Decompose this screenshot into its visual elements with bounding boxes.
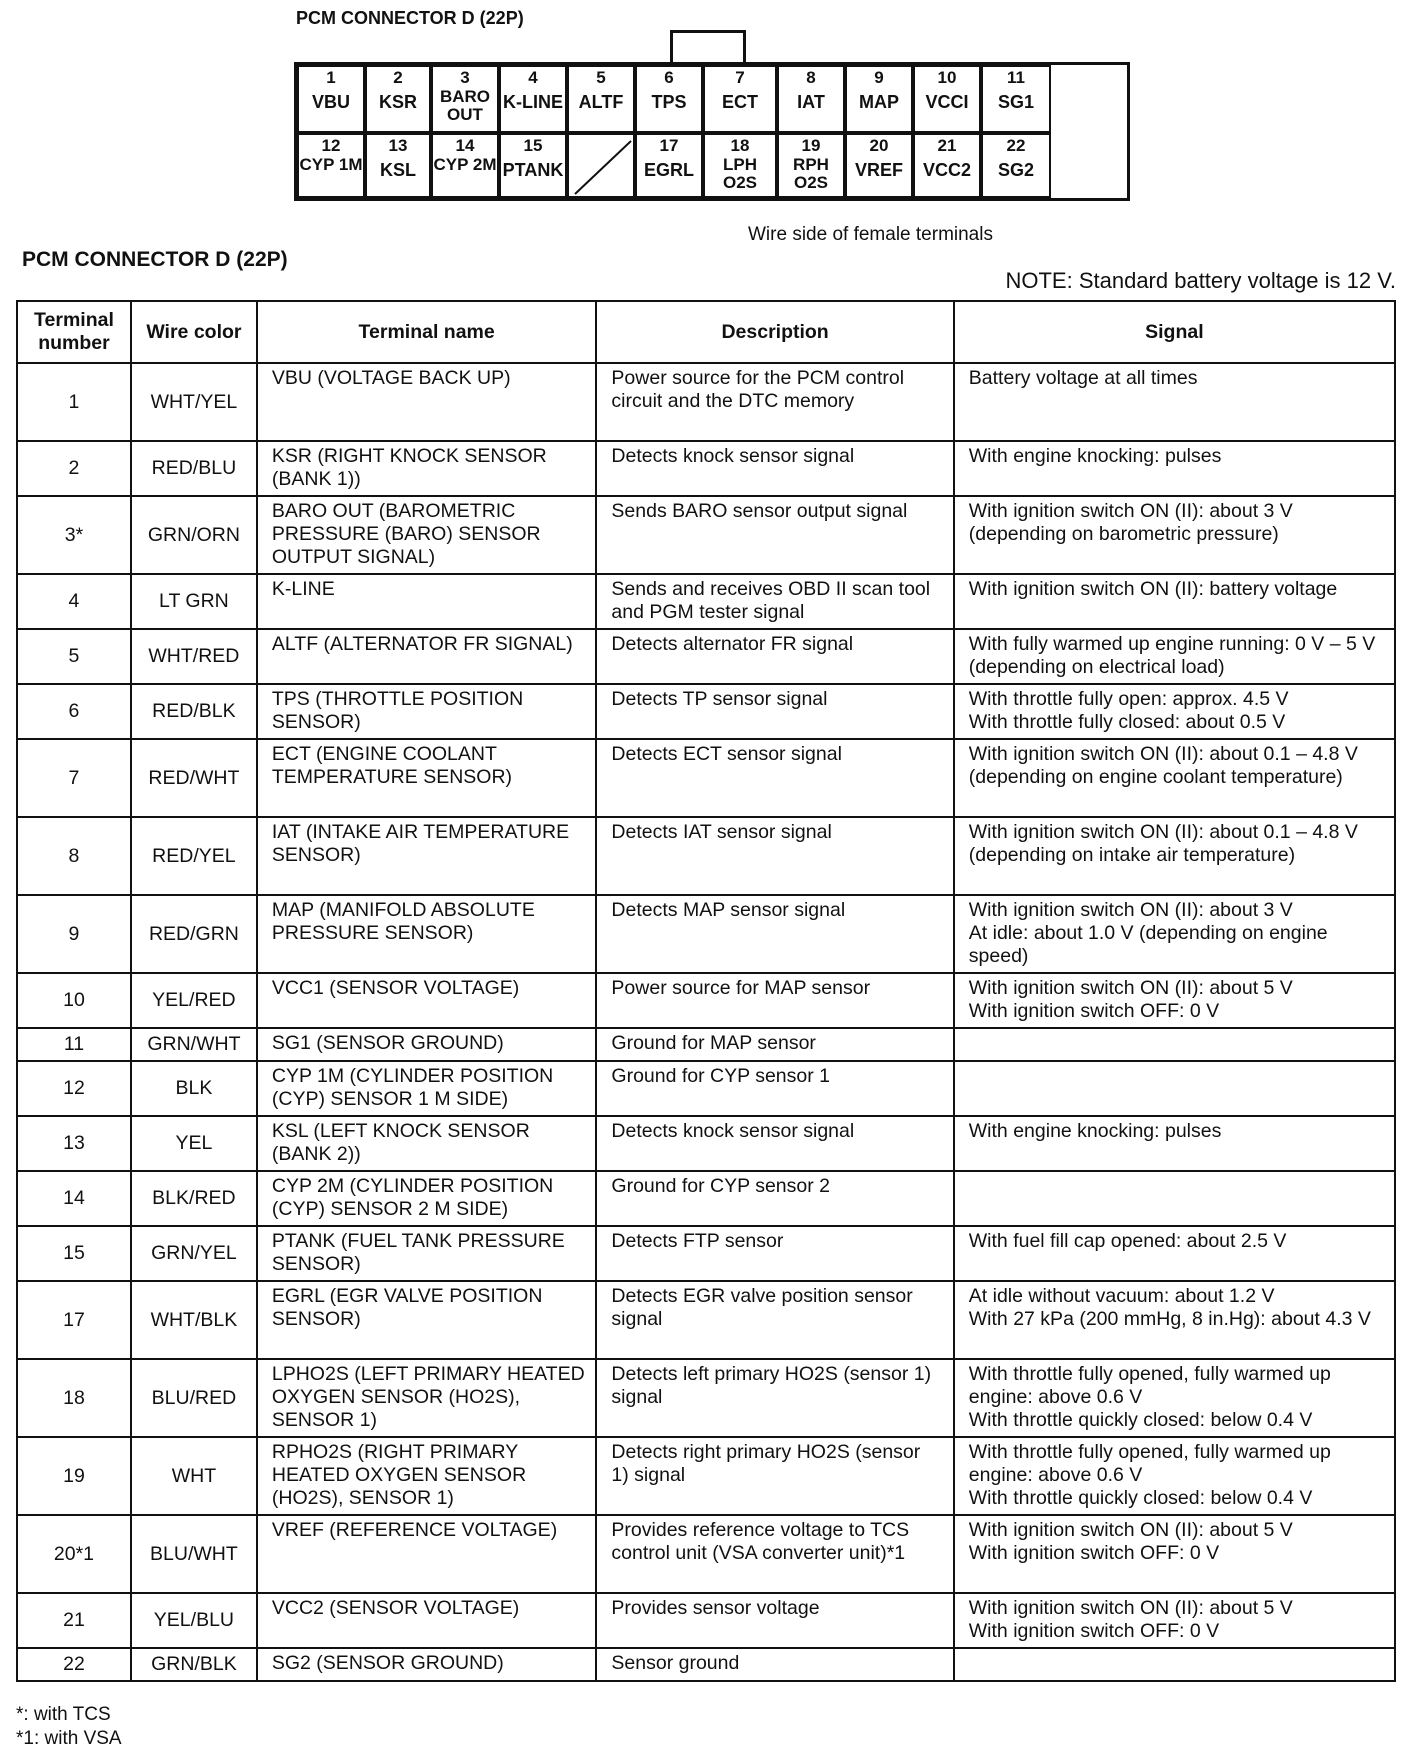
cell-terminal-number: 4 bbox=[17, 574, 131, 629]
pin-label: KSL bbox=[380, 159, 416, 180]
cell-signal: With ignition switch ON (II): battery voltage bbox=[954, 574, 1395, 629]
cell-description: Detects MAP sensor signal bbox=[596, 895, 953, 973]
cell-description: Detects FTP sensor bbox=[596, 1226, 953, 1281]
connector-pin-19 bbox=[777, 133, 845, 198]
cell-description: Detects right primary HO2S (sensor 1) signal bbox=[596, 1437, 953, 1515]
cell-signal bbox=[954, 1648, 1395, 1681]
cell-wire-color: WHT/BLK bbox=[131, 1281, 257, 1359]
connector-pin-18 bbox=[703, 133, 777, 198]
cell-wire-color: GRN/YEL bbox=[131, 1226, 257, 1281]
header-signal: Signal bbox=[954, 301, 1395, 363]
cell-terminal-number: 2 bbox=[17, 441, 131, 496]
table-row bbox=[17, 574, 1395, 629]
cell-description: Detects IAT sensor signal bbox=[596, 817, 953, 895]
pin-number: 12 bbox=[321, 136, 341, 155]
pin-label: EGRL bbox=[643, 159, 694, 180]
cell-terminal-name: VBU (VOLTAGE BACK UP) bbox=[257, 363, 597, 441]
pin-label: RPH O2S bbox=[793, 154, 829, 192]
table-header-row bbox=[17, 301, 1395, 363]
cell-signal bbox=[954, 1028, 1395, 1061]
pin-label: IAT bbox=[797, 91, 825, 112]
connector-pin-13 bbox=[365, 133, 431, 198]
cell-signal: At idle without vacuum: about 1.2 V With 27 kPa (200 mmHg, 8 in.Hg): about 4.3 V bbox=[954, 1281, 1395, 1359]
pin-number: 7 bbox=[735, 68, 745, 87]
pin-number: 19 bbox=[801, 136, 821, 155]
connector-pin-10 bbox=[913, 65, 981, 133]
cell-description: Detects alternator FR signal bbox=[596, 629, 953, 684]
cell-terminal-name: K-LINE bbox=[257, 574, 597, 629]
table-row bbox=[17, 363, 1395, 441]
connector-pin-4 bbox=[499, 65, 567, 133]
cell-description: Sensor ground bbox=[596, 1648, 953, 1681]
cell-description: Detects TP sensor signal bbox=[596, 684, 953, 739]
cell-terminal-name: BARO OUT (BAROMETRIC PRESSURE (BARO) SENSOR OUTPUT SIGNAL) bbox=[257, 496, 597, 574]
connector-pin-8 bbox=[777, 65, 845, 133]
table-row bbox=[17, 1226, 1395, 1281]
cell-description: Detects knock sensor signal bbox=[596, 441, 953, 496]
cell-wire-color: GRN/ORN bbox=[131, 496, 257, 574]
connector-diagram-title: PCM CONNECTOR D (22P) bbox=[296, 8, 524, 28]
table-row bbox=[17, 629, 1395, 684]
table-row bbox=[17, 1061, 1395, 1116]
table-row bbox=[17, 1593, 1395, 1648]
footnote-tcs: *: with TCS bbox=[16, 1704, 111, 1725]
cell-terminal-number: 6 bbox=[17, 684, 131, 739]
cell-description: Ground for CYP sensor 2 bbox=[596, 1171, 953, 1226]
pin-number: 14 bbox=[455, 136, 475, 155]
cell-description: Ground for CYP sensor 1 bbox=[596, 1061, 953, 1116]
connector-pin-11 bbox=[981, 65, 1051, 133]
cell-description: Provides sensor voltage bbox=[596, 1593, 953, 1648]
table-row bbox=[17, 1171, 1395, 1226]
cell-signal bbox=[954, 1061, 1395, 1116]
cell-wire-color: WHT bbox=[131, 1437, 257, 1515]
footnote-vsa: *1: with VSA bbox=[16, 1728, 122, 1750]
cell-signal: With throttle fully opened, fully warmed up engine: above 0.6 V With throttle quickly closed: below 0.4 V bbox=[954, 1359, 1395, 1437]
cell-terminal-number: 17 bbox=[17, 1281, 131, 1359]
cell-signal: With throttle fully opened, fully warmed up engine: above 0.6 V With throttle quickly closed: below 0.4 V bbox=[954, 1437, 1395, 1515]
battery-voltage-note: NOTE: Standard battery voltage is 12 V. bbox=[1005, 268, 1396, 293]
cell-terminal-number: 3* bbox=[17, 496, 131, 574]
pin-label: VREF bbox=[854, 159, 903, 180]
pin-label: SG1 bbox=[997, 91, 1035, 112]
cell-terminal-name: CYP 2M (CYLINDER POSITION (CYP) SENSOR 2 M SIDE) bbox=[257, 1171, 597, 1226]
pin-number: 10 bbox=[937, 68, 957, 87]
cell-wire-color: BLU/WHT bbox=[131, 1515, 257, 1593]
pin-number: 13 bbox=[388, 136, 408, 155]
cell-terminal-number: 20*1 bbox=[17, 1515, 131, 1593]
table-row bbox=[17, 1515, 1395, 1593]
cell-signal: With fuel fill cap opened: about 2.5 V bbox=[954, 1226, 1395, 1281]
pin-number: 3 bbox=[460, 68, 470, 87]
cell-terminal-name: TPS (THROTTLE POSITION SENSOR) bbox=[257, 684, 597, 739]
cell-wire-color: RED/WHT bbox=[131, 739, 257, 817]
pin-label: TPS bbox=[651, 91, 687, 112]
cell-terminal-name: IAT (INTAKE AIR TEMPERATURE SENSOR) bbox=[257, 817, 597, 895]
cell-terminal-number: 8 bbox=[17, 817, 131, 895]
cell-signal bbox=[954, 1171, 1395, 1226]
pin-label: VCCI bbox=[925, 91, 969, 112]
cell-signal: With ignition switch ON (II): about 3 V At idle: about 1.0 V (depending on engine speed) bbox=[954, 895, 1395, 973]
cell-wire-color: BLU/RED bbox=[131, 1359, 257, 1437]
pin-number: 15 bbox=[523, 136, 543, 155]
table-row bbox=[17, 1028, 1395, 1061]
table-row bbox=[17, 895, 1395, 973]
cell-terminal-number: 11 bbox=[17, 1028, 131, 1061]
cell-signal: With ignition switch ON (II): about 5 V With ignition switch OFF: 0 V bbox=[954, 973, 1395, 1028]
connector-pin-15 bbox=[499, 133, 567, 198]
cell-terminal-name: VREF (REFERENCE VOLTAGE) bbox=[257, 1515, 597, 1593]
cell-terminal-name: VCC1 (SENSOR VOLTAGE) bbox=[257, 973, 597, 1028]
cell-signal: With ignition switch ON (II): about 0.1 – 4.8 V (depending on engine coolant temperature) bbox=[954, 739, 1395, 817]
cell-wire-color: BLK bbox=[131, 1061, 257, 1116]
connector-pin-9 bbox=[845, 65, 913, 133]
pin-label: PTANK bbox=[502, 159, 564, 180]
cell-terminal-number: 13 bbox=[17, 1116, 131, 1171]
pin-label: BARO OUT bbox=[439, 86, 491, 124]
pin-number: 1 bbox=[326, 68, 336, 87]
table-row bbox=[17, 973, 1395, 1028]
cell-terminal-number: 10 bbox=[17, 973, 131, 1028]
cell-description: Detects EGR valve position sensor signal bbox=[596, 1281, 953, 1359]
cell-signal: With engine knocking: pulses bbox=[954, 441, 1395, 496]
cell-wire-color: YEL bbox=[131, 1116, 257, 1171]
table-row bbox=[17, 1437, 1395, 1515]
cell-terminal-number: 18 bbox=[17, 1359, 131, 1437]
cell-signal: With throttle fully open: approx. 4.5 V With throttle fully closed: about 0.5 V bbox=[954, 684, 1395, 739]
pin-number: 9 bbox=[874, 68, 884, 87]
cell-terminal-number: 12 bbox=[17, 1061, 131, 1116]
table-row bbox=[17, 1359, 1395, 1437]
pin-number: 21 bbox=[937, 136, 957, 155]
pin-label: VBU bbox=[311, 91, 350, 112]
pin-number: 11 bbox=[1007, 68, 1025, 87]
table-row bbox=[17, 496, 1395, 574]
connector-pin-14 bbox=[431, 133, 499, 198]
cell-terminal-number: 22 bbox=[17, 1648, 131, 1681]
header-terminal-number: Terminal number bbox=[17, 301, 131, 363]
pin-label: ECT bbox=[722, 91, 758, 112]
connector-pin-blank bbox=[567, 133, 635, 198]
blank-cavity-slash bbox=[569, 135, 635, 198]
table-title: PCM CONNECTOR D (22P) bbox=[22, 248, 288, 271]
cell-terminal-name: MAP (MANIFOLD ABSOLUTE PRESSURE SENSOR) bbox=[257, 895, 597, 973]
cell-signal: With engine knocking: pulses bbox=[954, 1116, 1395, 1171]
pin-label: LPH O2S bbox=[722, 154, 758, 192]
table-row bbox=[17, 1648, 1395, 1681]
pin-label: SG2 bbox=[997, 159, 1035, 180]
pin-number: 2 bbox=[393, 68, 403, 87]
cell-wire-color: RED/BLK bbox=[131, 684, 257, 739]
cell-terminal-number: 15 bbox=[17, 1226, 131, 1281]
cell-terminal-number: 19 bbox=[17, 1437, 131, 1515]
cell-terminal-number: 9 bbox=[17, 895, 131, 973]
cell-terminal-name: KSR (RIGHT KNOCK SENSOR (BANK 1)) bbox=[257, 441, 597, 496]
connector-pin-12 bbox=[297, 133, 365, 198]
cell-description: Sends and receives OBD II scan tool and PGM tester signal bbox=[596, 574, 953, 629]
pin-number: 5 bbox=[596, 68, 606, 87]
connector-pin-17 bbox=[635, 133, 703, 198]
cell-wire-color: GRN/WHT bbox=[131, 1028, 257, 1061]
cell-description: Detects knock sensor signal bbox=[596, 1116, 953, 1171]
connector-pin-5 bbox=[567, 65, 635, 133]
pin-number: 6 bbox=[664, 68, 674, 87]
connector-pin-1 bbox=[297, 65, 365, 133]
cell-terminal-number: 14 bbox=[17, 1171, 131, 1226]
cell-wire-color: RED/BLU bbox=[131, 441, 257, 496]
cell-terminal-name: ALTF (ALTERNATOR FR SIGNAL) bbox=[257, 629, 597, 684]
cell-wire-color: LT GRN bbox=[131, 574, 257, 629]
cell-wire-color: RED/YEL bbox=[131, 817, 257, 895]
pin-label: ALTF bbox=[578, 91, 624, 112]
pin-label: K-LINE bbox=[503, 91, 563, 112]
cell-terminal-name: KSL (LEFT KNOCK SENSOR (BANK 2)) bbox=[257, 1116, 597, 1171]
cell-wire-color: BLK/RED bbox=[131, 1171, 257, 1226]
table-row bbox=[17, 1116, 1395, 1171]
cell-terminal-name: EGRL (EGR VALVE POSITION SENSOR) bbox=[257, 1281, 597, 1359]
cell-terminal-name: SG2 (SENSOR GROUND) bbox=[257, 1648, 597, 1681]
pin-number: 22 bbox=[1006, 136, 1026, 155]
connector-diagram bbox=[294, 62, 1130, 201]
pcm-terminal-table bbox=[16, 300, 1396, 1682]
cell-terminal-name: LPHO2S (LEFT PRIMARY HEATED OXYGEN SENSOR (HO2S), SENSOR 1) bbox=[257, 1359, 597, 1437]
cell-description: Power source for MAP sensor bbox=[596, 973, 953, 1028]
cell-terminal-name: PTANK (FUEL TANK PRESSURE SENSOR) bbox=[257, 1226, 597, 1281]
pin-label: KSR bbox=[378, 91, 417, 112]
pin-label: VCC2 bbox=[922, 159, 971, 180]
cell-description: Detects left primary HO2S (sensor 1) signal bbox=[596, 1359, 953, 1437]
cell-signal: With ignition switch ON (II): about 5 V With ignition switch OFF: 0 V bbox=[954, 1593, 1395, 1648]
table-row bbox=[17, 684, 1395, 739]
table-row bbox=[17, 441, 1395, 496]
cell-terminal-number: 21 bbox=[17, 1593, 131, 1648]
pin-number: 4 bbox=[528, 68, 538, 87]
table-row bbox=[17, 739, 1395, 817]
cell-signal: With ignition switch ON (II): about 5 V With ignition switch OFF: 0 V bbox=[954, 1515, 1395, 1593]
table-row bbox=[17, 1281, 1395, 1359]
cell-description: Provides reference voltage to TCS control unit (VSA converter unit)*1 bbox=[596, 1515, 953, 1593]
cell-terminal-number: 1 bbox=[17, 363, 131, 441]
connector-pin-7 bbox=[703, 65, 777, 133]
pin-number: 20 bbox=[869, 136, 889, 155]
cell-signal: Battery voltage at all times bbox=[954, 363, 1395, 441]
cell-description: Power source for the PCM control circuit and the DTC memory bbox=[596, 363, 953, 441]
table-row bbox=[17, 817, 1395, 895]
cell-terminal-name: SG1 (SENSOR GROUND) bbox=[257, 1028, 597, 1061]
connector-pin-21 bbox=[913, 133, 981, 198]
footnotes bbox=[16, 1703, 122, 1752]
connector-pin-22 bbox=[981, 133, 1051, 198]
header-terminal-name: Terminal name bbox=[257, 301, 597, 363]
pin-number: 17 bbox=[659, 136, 679, 155]
cell-signal: With fully warmed up engine running: 0 V – 5 V (depending on electrical load) bbox=[954, 629, 1395, 684]
pin-label: MAP bbox=[859, 91, 899, 112]
cell-wire-color: RED/GRN bbox=[131, 895, 257, 973]
cell-description: Detects ECT sensor signal bbox=[596, 739, 953, 817]
connector-key-tab bbox=[670, 30, 746, 64]
cell-signal: With ignition switch ON (II): about 3 V (depending on barometric pressure) bbox=[954, 496, 1395, 574]
cell-description: Sends BARO sensor output signal bbox=[596, 496, 953, 574]
cell-terminal-name: RPHO2S (RIGHT PRIMARY HEATED OXYGEN SENSOR (HO2S), SENSOR 1) bbox=[257, 1437, 597, 1515]
connector-pin-3 bbox=[431, 65, 499, 133]
table-body bbox=[17, 363, 1395, 1681]
cell-wire-color: YEL/BLU bbox=[131, 1593, 257, 1648]
cell-terminal-name: CYP 1M (CYLINDER POSITION (CYP) SENSOR 1 M SIDE) bbox=[257, 1061, 597, 1116]
connector-pin-6 bbox=[635, 65, 703, 133]
cell-terminal-number: 5 bbox=[17, 629, 131, 684]
pin-number: 8 bbox=[806, 68, 816, 87]
cell-terminal-number: 7 bbox=[17, 739, 131, 817]
connector-caption: Wire side of female terminals bbox=[748, 224, 993, 245]
cell-wire-color: YEL/RED bbox=[131, 973, 257, 1028]
header-wire-color: Wire color bbox=[131, 301, 257, 363]
connector-pin-2 bbox=[365, 65, 431, 133]
pin-label: CYP 1M bbox=[299, 154, 363, 174]
cell-terminal-name: ECT (ENGINE COOLANT TEMPERATURE SENSOR) bbox=[257, 739, 597, 817]
cell-wire-color: WHT/YEL bbox=[131, 363, 257, 441]
pin-number: 18 bbox=[730, 136, 750, 155]
pin-label: CYP 2M bbox=[433, 154, 497, 174]
cell-wire-color: WHT/RED bbox=[131, 629, 257, 684]
cell-terminal-name: VCC2 (SENSOR VOLTAGE) bbox=[257, 1593, 597, 1648]
cell-signal: With ignition switch ON (II): about 0.1 – 4.8 V (depending on intake air temperature) bbox=[954, 817, 1395, 895]
cell-description: Ground for MAP sensor bbox=[596, 1028, 953, 1061]
connector-pin-20 bbox=[845, 133, 913, 198]
cell-wire-color: GRN/BLK bbox=[131, 1648, 257, 1681]
header-description: Description bbox=[596, 301, 953, 363]
